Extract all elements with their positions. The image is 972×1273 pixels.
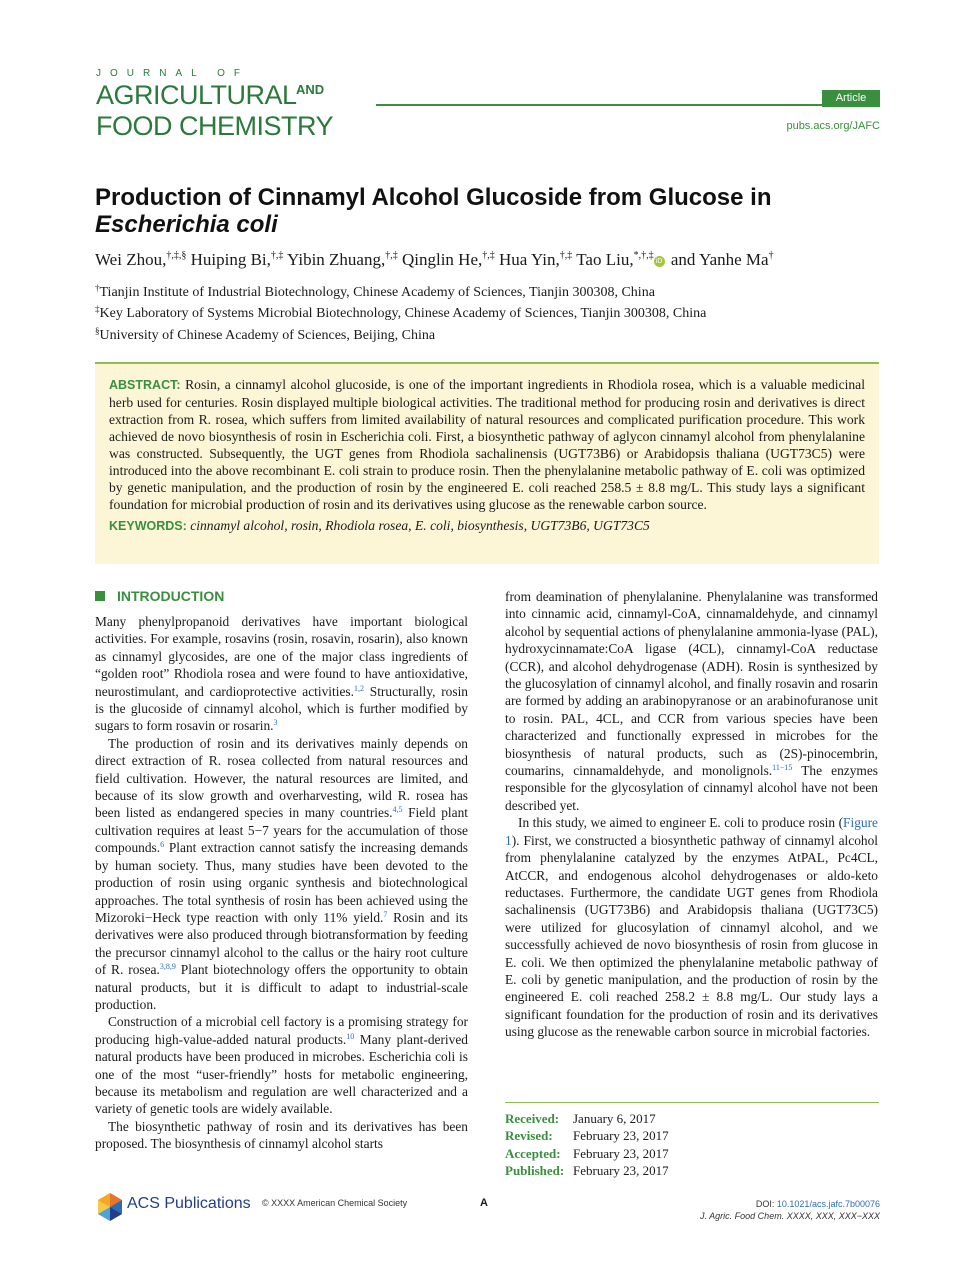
keywords-label: KEYWORDS:: [109, 519, 187, 533]
paragraph: The production of rosin and its derivatives mainly depends on direct extraction of R. rosea collected from natural resources and field cultivation. However, the natural resources are limited, and because of its slow growth and overharvesting, wild R. rosea has been listed as endangered species in many countries.$^{4,5}$ Field plant cultivation requires at least 5−7 years for the accumulation of those compounds.$^6$ Plant extraction cannot satisfy the increasing demands by human society. Thus, many studies have been devoted to the production of rosin using organic synthesis and biotechnological approaches. The total synthesis of rosin has been achieved using the Mizoroki−Heck type reaction with only 11% yield.$^7$ Rosin and its derivatives were also produced through biotransformation by feeding the precursor cinnamyl alcohol to the callus or the hairy root culture of R. rosea.$^{3,8,9}$ Plant biotechnology offers the opportunity to obtain natural products, but it is difficult to adapt to industrial-scale production.: [95, 735, 468, 1012]
paragraph: Many phenylpropanoid derivatives have important biological activities. For example, rosavins (rosin, rosavin, rosarin), also known as cinnamyl glycosides, are one of the major class ingredients of “golden root” Rhodiola rosea and were found to have antioxidative, neurostimulant, and cardioprotective activities.$^{1,2}$ Structurally, rosin is the glucoside of cinnamyl alcohol, which is further modified by sugars to form rosavin or rosarin.$^3$: [95, 614, 468, 734]
header-rule: [376, 104, 880, 106]
keywords: [109, 517, 865, 535]
author-affil-mark: †,‡: [559, 250, 573, 261]
abstract-label: ABSTRACT:: [109, 378, 181, 392]
author[interactable]: and Yanhe Ma: [670, 250, 769, 269]
publisher-name: ACS Publications: [127, 1195, 251, 1212]
author-affil-mark: †,‡: [385, 250, 398, 261]
abstract-text: [109, 376, 865, 513]
citation-link[interactable]: 11−15: [772, 763, 793, 773]
page-number: A: [480, 1197, 488, 1209]
journal-url-link[interactable]: pubs.acs.org/JAFC: [786, 120, 880, 132]
author[interactable]: Tao Liu,: [576, 250, 634, 269]
doi-block: DOI: 10.1021/acs.jafc.7b00076 J. Agric. Food Chem. XXXX, XXX, XXX−XXX: [660, 1198, 880, 1222]
date-row: Published: February 23, 2017: [505, 1162, 669, 1178]
affiliation: †Tianjin Institute of Industrial Biotechnology, Chinese Academy of Sciences, Tianjin 300308, China: [95, 283, 655, 300]
section-square-icon: [95, 591, 105, 601]
title-line-1: Production of Cinnamyl Alcohol Glucoside from Glucose in: [95, 184, 772, 211]
citation-link[interactable]: 1,2: [353, 683, 364, 693]
journal-name-line2: AGRICULTURAL: [96, 80, 297, 110]
author[interactable]: Wei Zhou,: [95, 250, 167, 269]
author[interactable]: Qinglin He,: [401, 250, 483, 269]
author-affil-mark: †,‡,§: [166, 250, 187, 261]
doi-link[interactable]: 10.1021/acs.jafc.7b00076: [776, 1199, 880, 1209]
abstract-box: [95, 362, 879, 564]
date-row: Revised: February 23, 2017: [505, 1128, 669, 1144]
article-type-badge: Article: [822, 90, 880, 107]
author-list: [95, 250, 885, 270]
left-column: [95, 613, 468, 1153]
affiliation: ‡Key Laboratory of Systems Microbial Biotechnology, Chinese Academy of Sciences, Tianjin 300308, China: [95, 304, 707, 321]
copyright: © XXXX American Chemical Society: [262, 1198, 408, 1208]
author-affil-mark: †: [768, 250, 774, 261]
paragraph: from deamination of phenylalanine. Phenylalanine was transformed into cinnamic acid, cinnamyl-CoA, cinnamaldehyde, and cinnamyl alcohol by sequential actions of phenylalanine ammonia-lyase (PAL), hydroxycinnamate:CoA ligase (4CL), cinnamyl-CoA reductase (CCR), and alcohol dehydrogenase (ADH). Rosin is synthesized by the glucosylation of cinnamyl alcohol, and finally rosavin and rosarin are formed by adding an arabinopyranose or an arabinofuranose unit to rosin. PAL, 4CL, and CCR from various species have been characterized and functionally expressed in microbes for the biosynthesis of natural products, such as (2S)-pinocembrin, coumarins, cinnamaldehyde, and monolignols.$^{11-15}$ The enzymes responsible for the glycosylation of cinnamyl alcohol have not been described yet.: [505, 589, 878, 813]
journal-name-line3: FOOD CHEMISTRY: [96, 111, 334, 141]
paragraph: In this study, we aimed to engineer E. coli to produce rosin (Figure 1). First, we constructed a biosynthetic pathway of cinnamyl alcohol from phenylalanine catalyzed by the enzymes AtPAL, Pc4CL, AtCCR, and endogenous alcohol dehydrogenases or aldo-keto reductases. Furthermore, the candidate UGT genes from Rhodiola sachalinensis (UGT73B6) and Arabidopsis thaliana (UGT73C5) were utilized for glucosylation of cinnamyl alcohol, and we successfully achieved de novo biosynthesis of rosin from glucose in E. coli. We then optimized the phenylalanine metabolic pathway of E. coli by genetic manipulation, and the production of rosin by the engineered E. coli reached 258.2 ± 8.8 mg/L. Our study lays a significant foundation for the production of rosin and its derivatives using glucose as the renewable carbon source in microbial factories.: [505, 815, 878, 1040]
figure-1-link[interactable]: Figure 1: [505, 815, 878, 848]
abstract-body: Rosin, a cinnamyl alcohol glucoside, is one of the important ingredients in Rhodiola rosea, which is a valuable medicinal herb used for centuries. Rosin displayed multiple biological activities. The traditional method for producing rosin and derivatives is direct extraction from R. rosea, which suffers from limited availability of natural resources and complicated purification procedure. This work achieved de novo biosynthesis of rosin in Escherichia coli. First, a biosynthetic pathway of aglycon cinnamyl alcohol from phenylalanine was constructed. Subsequently, the UGT genes from Rhodiola sachalinensis (UGT73B6) or Arabidopsis thaliana (UGT73C5) were introduced into the above recombinant E. coli strain to produce rosin. Then the phenylalanine metabolic pathway of E. coli was optimized by genetic manipulation, and the production of rosin by the engineered E. coli reached 258.5 ± 8.8 mg/L. This study lays a significant foundation for microbial production of rosin and its derivatives using glucose as the renewable carbon source.: [109, 377, 865, 512]
paragraph: Construction of a microbial cell factory is a promising strategy for producing high-value-added natural products.$^{10}$ Many plant-derived natural products have been produced in microbes. Escherichia coli is one of the most “user-friendly” hosts for metabolic engineering, because its metabolism and regulation are well characterized and a variety of genetic tools are widely available.: [95, 1014, 468, 1117]
author-affil-mark: *,†,‡: [633, 250, 654, 261]
citation-link[interactable]: 7: [383, 909, 388, 919]
citation-link[interactable]: 3: [273, 718, 278, 728]
paragraph: The biosynthetic pathway of rosin and its derivatives has been proposed. The biosynthesis of cinnamyl alcohol starts: [95, 1118, 468, 1152]
orcid-icon[interactable]: iD: [654, 256, 665, 267]
right-column: [505, 588, 878, 1041]
author[interactable]: Huiping Bi,: [190, 250, 271, 269]
citation-link[interactable]: 3,8,9: [159, 962, 176, 972]
citation-link[interactable]: 4,5: [392, 805, 403, 815]
author[interactable]: Yibin Zhuang,: [287, 250, 386, 269]
dates-rule: [505, 1102, 879, 1103]
citation-line: J. Agric. Food Chem. XXXX, XXX, XXX−XXX: [700, 1211, 880, 1221]
article-title: [95, 184, 885, 238]
author[interactable]: Hua Yin,: [499, 250, 560, 269]
title-line-2: Escherichia coli: [95, 211, 278, 238]
keywords-list: cinnamyl alcohol, rosin, Rhodiola rosea, E. coli, biosynthesis, UGT73B6, UGT73C5: [190, 518, 650, 533]
section-heading-introduction: INTRODUCTION: [95, 588, 224, 604]
journal-name-and: AND: [296, 82, 325, 97]
date-row: Received: January 6, 2017: [505, 1111, 656, 1126]
acs-logo-icon: [95, 1192, 125, 1227]
journal-name-top: JOURNAL OF: [96, 68, 249, 79]
publication-dates: [505, 1110, 669, 1179]
date-row: Accepted: February 23, 2017: [505, 1145, 669, 1161]
author-affil-mark: †,‡: [482, 250, 495, 261]
citation-link[interactable]: 6: [160, 840, 165, 850]
affiliation: §University of Chinese Academy of Sciences, Beijing, China: [95, 326, 436, 343]
citation-link[interactable]: 10: [346, 1031, 355, 1041]
author-affil-mark: †,‡: [270, 250, 284, 261]
